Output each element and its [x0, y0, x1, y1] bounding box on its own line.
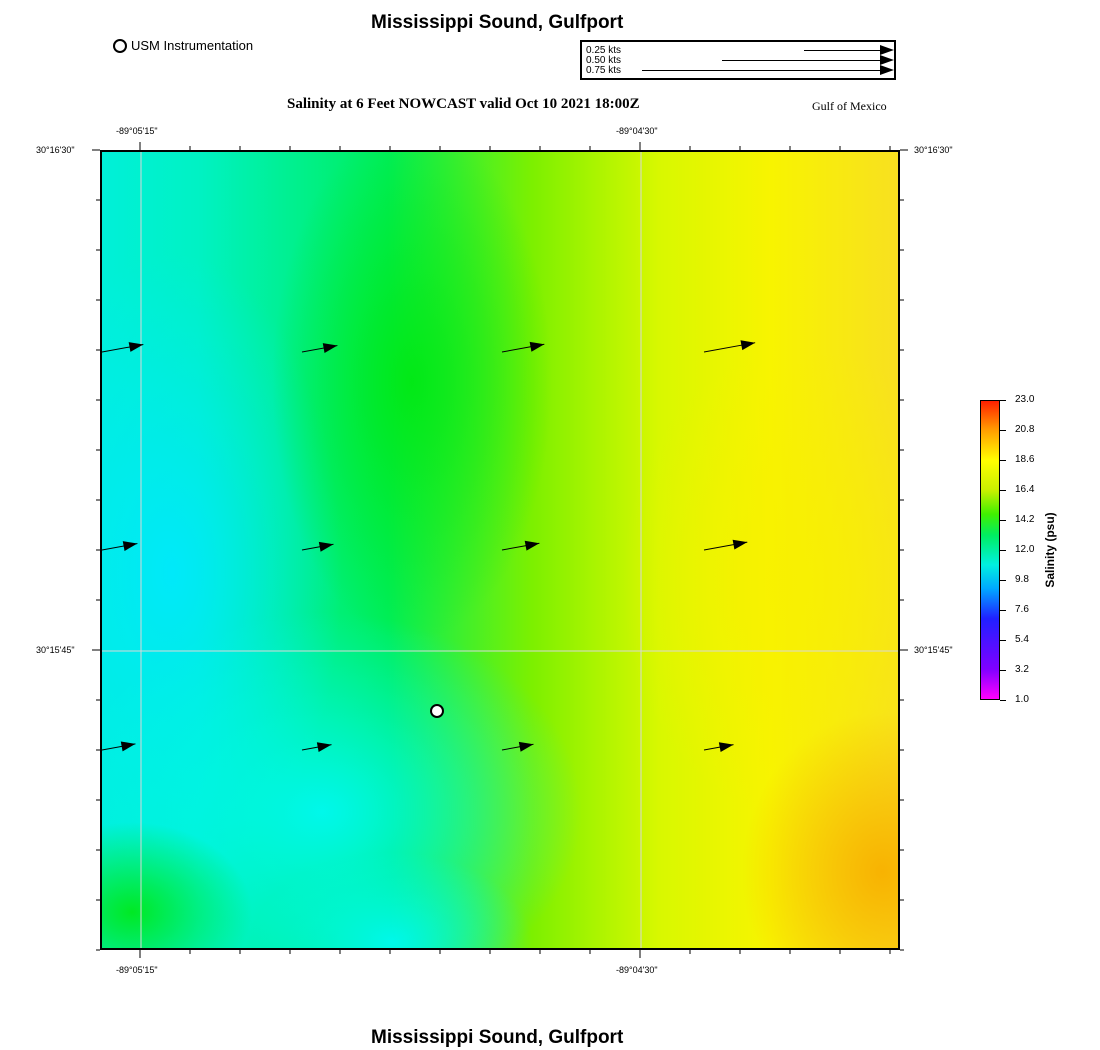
- usm-instrumentation-station[interactable]: [430, 704, 444, 718]
- region-label: Gulf of Mexico: [812, 99, 887, 113]
- salinity-map[interactable]: [100, 150, 900, 950]
- speed-scale-label-2: 0.50 kts: [586, 55, 622, 66]
- colorbar-tick-label: 20.8: [1015, 424, 1035, 435]
- colorbar-tick: [1000, 670, 1006, 671]
- colorbar-tick-label: 18.6: [1015, 454, 1035, 465]
- colorbar-tick-label: 1.0: [1015, 694, 1029, 705]
- colorbar-tick-label: 23.0: [1015, 394, 1035, 405]
- lon-label-bottom-left: -89°05'15": [116, 965, 158, 975]
- lon-label-bottom-right: -89°04'30": [616, 965, 658, 975]
- colorbar-tick: [1000, 490, 1006, 491]
- colorbar-tick: [1000, 520, 1006, 521]
- map-overlay: [102, 152, 898, 948]
- colorbar-tick-label: 5.4: [1015, 634, 1029, 645]
- speed-scale-label-1: 0.25 kts: [586, 45, 622, 56]
- colorbar-tick: [1000, 610, 1006, 611]
- station-legend-label: USM Instrumentation: [131, 38, 254, 53]
- colorbar-tick: [1000, 400, 1006, 401]
- colorbar-tick-label: 12.0: [1015, 544, 1035, 555]
- lat-label-right-top: 30°16'30": [914, 145, 953, 155]
- colorbar-tick: [1000, 580, 1006, 581]
- lat-label-left-top: 30°16'30": [36, 145, 75, 155]
- lon-label-top-right: -89°04'30": [616, 126, 658, 136]
- page-title: Mississippi Sound, Gulfport: [371, 12, 624, 33]
- colorbar-tick-label: 9.8: [1015, 574, 1029, 585]
- colorbar-tick: [1000, 700, 1006, 701]
- speed-scale-label-3: 0.75 kts: [586, 65, 622, 76]
- lat-label-right-mid: 30°15'45": [914, 645, 953, 655]
- salinity-colorbar: [980, 400, 1000, 700]
- colorbar-tick: [1000, 430, 1006, 431]
- colorbar-tick: [1000, 460, 1006, 461]
- colorbar-tick-label: 16.4: [1015, 484, 1035, 495]
- colorbar-tick-label: 3.2: [1015, 664, 1029, 675]
- current-vector-4: [704, 340, 755, 352]
- colorbar-tick: [1000, 550, 1006, 551]
- colorbar-tick: [1000, 640, 1006, 641]
- colorbar-tick-label: 7.6: [1015, 604, 1029, 615]
- colorbar-tick-label: 14.2: [1015, 514, 1035, 525]
- lon-label-top-left: -89°05'15": [116, 126, 158, 136]
- footer-title: Mississippi Sound, Gulfport: [371, 1027, 624, 1048]
- map-subtitle: Salinity at 6 Feet NOWCAST valid Oct 10 2021 18:00Z: [287, 96, 640, 112]
- lat-label-left-mid: 30°15'45": [36, 645, 75, 655]
- colorbar-title: Salinity (psu): [1043, 512, 1057, 588]
